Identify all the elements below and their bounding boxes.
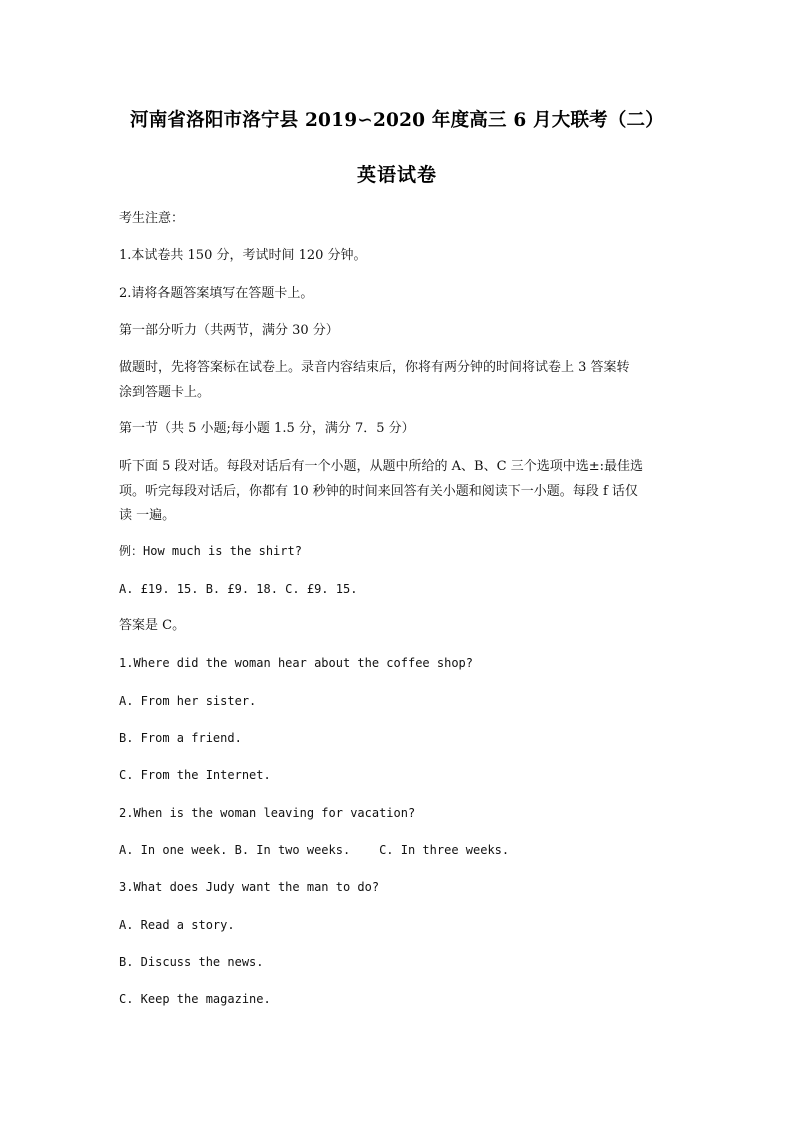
question-3-option-c: C. Keep the magazine. <box>119 992 271 1006</box>
section1-heading: 第一节（共 5 小题;每小题 1.5 分，满分 7．5 分） <box>119 421 415 436</box>
question-2-options: A. In one week. B. In two weeks. C. In three weeks. <box>119 843 510 857</box>
question-1-option-c: C. From the Internet. <box>119 768 271 782</box>
example-answer: 答案是 C。 <box>119 618 186 633</box>
exam-subtitle: 英语试卷 <box>356 164 437 186</box>
question-3: 3.What does Judy want the man to do? <box>119 880 380 894</box>
example-options: A. £19. 15. B. £9. 18. C. £9. 15. <box>119 582 358 596</box>
notes-item-1: 1.本试卷共 150 分，考试时间 120 分钟。 <box>119 248 367 263</box>
notes-heading: 考生注意： <box>119 211 185 226</box>
question-1: 1.Where did the woman hear about the coffee shop? <box>119 656 474 670</box>
section1-instruction-line-2: 项。听完每段对话后，你都有 10 秒钟的时间来回答有关小题和阅读下一小题。每段 f 话仅 <box>119 484 638 499</box>
exam-title: 河南省洛阳市洛宁县 2019∽2020 年度高三 6 月大联考（二） <box>130 110 664 131</box>
part1-instruction-line-1: 做题时，先将答案标在试卷上。录音内容结束后，你将有两分钟的时间将试卷上 3 答案转 <box>119 360 630 375</box>
question-1-option-a: A. From her sister. <box>119 694 257 708</box>
section1-instruction-line-3: 读 一遍。 <box>119 508 176 523</box>
question-3-option-a: A. Read a story. <box>119 918 235 932</box>
question-3-option-b: B. Discuss the news. <box>119 955 264 969</box>
question-1-option-b: B. From a friend. <box>119 731 242 745</box>
question-2: 2.When is the woman leaving for vacation? <box>119 806 416 820</box>
section1-instruction-line-1: 听下面 5 段对话。每段对话后有一个小题，从题中所给的 A、B、C 三个选项中选±:最佳选 <box>119 459 643 474</box>
notes-item-2: 2.请将各题答案填写在答题卡上。 <box>119 286 314 301</box>
example-question: 例：How much is the shirt? <box>119 544 302 558</box>
part1-heading: 第一部分听力（共两节，满分 30 分） <box>119 323 339 338</box>
part1-instruction-line-2: 涂到答题卡上。 <box>119 385 211 400</box>
